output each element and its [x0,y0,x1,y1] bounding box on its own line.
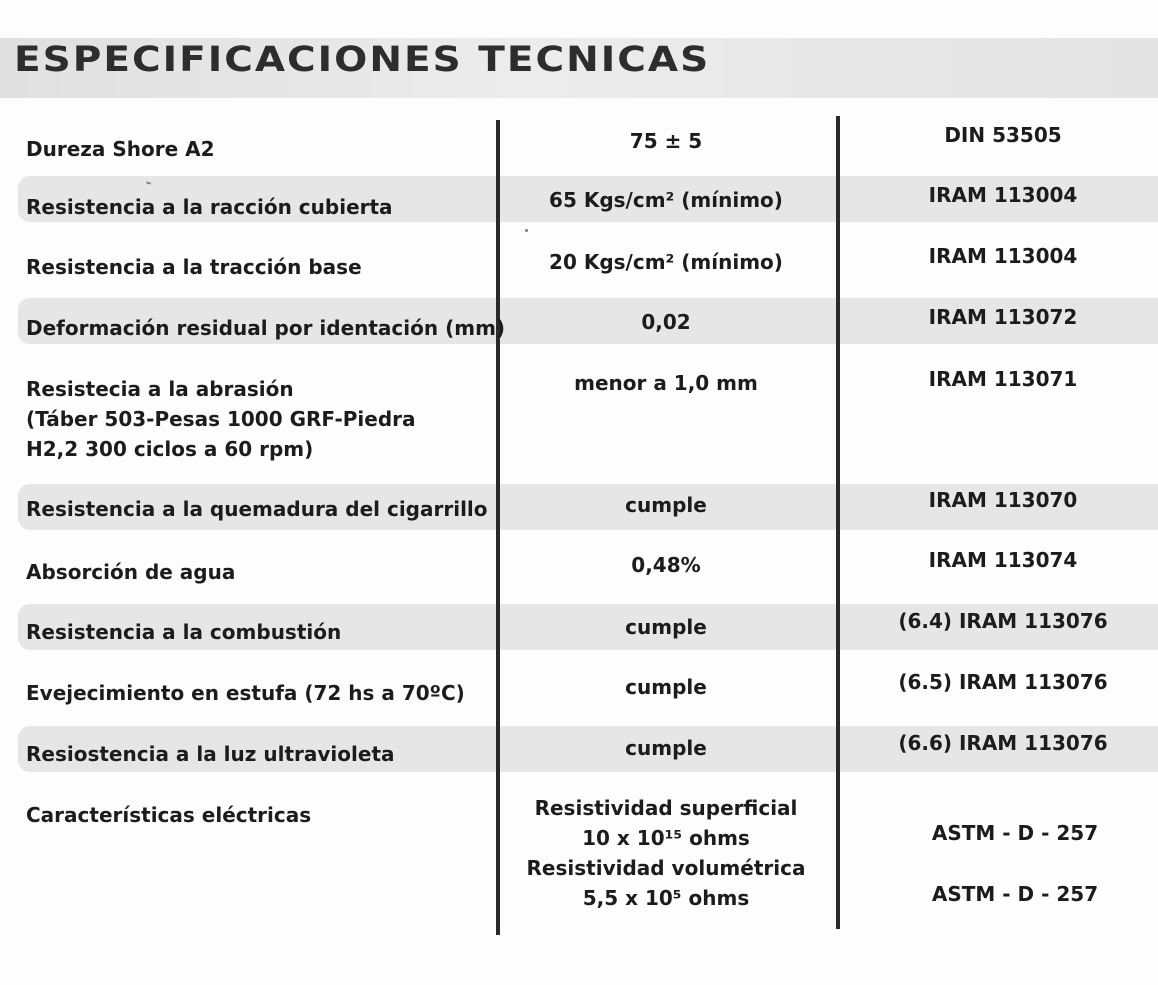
spec-norm: (6.6) IRAM 113076 [898,731,1108,755]
spec-label: Características eléctricas [26,803,312,827]
page-title: ESPECIFICACIONES TECNICAS [14,40,711,80]
spec-norm: IRAM 113071 [928,367,1078,391]
spec-value: menor a 1,0 mm [574,371,758,395]
spec-norm: ASTM - D - 257 [931,821,1099,845]
spec-value: 75 ± 5 [629,129,703,153]
spec-norm: (6.5) IRAM 113076 [898,670,1108,694]
spec-label: Evejecimiento en estufa (72 hs a 70ºC) [26,681,465,705]
spec-norm: DIN 53505 [944,123,1062,147]
spec-norm: IRAM 113070 [928,488,1078,512]
spec-norm: IRAM 113072 [928,305,1078,329]
spec-norm: IRAM 113004 [928,183,1078,207]
spec-value: cumple [625,615,707,639]
spec-norm: IRAM 113074 [928,548,1078,572]
spec-norm: IRAM 113004 [928,244,1078,268]
spec-value: 65 Kgs/cm² (mínimo) [549,188,783,212]
column-divider [836,116,840,929]
spec-value: 0,48% [631,553,701,577]
spec-value: 0,02 [641,310,691,334]
spec-label: Absorción de agua [26,560,236,584]
spec-norm: ASTM - D - 257 [931,882,1099,906]
spec-label: Resistecia a la abrasión (Táber 503-Pesas 1000 GRF-Piedra H2,2 300 ciclos a 60 rpm) [26,377,416,461]
spec-value: cumple [625,736,707,760]
spec-norm: (6.4) IRAM 113076 [898,609,1108,633]
spec-value: cumple [625,675,707,699]
scan-speck [525,229,528,232]
spec-label: Resistencia a la combustión [26,620,342,644]
spec-label: Deformación residual por identación (mm) [26,316,506,340]
spec-value: cumple [625,493,707,517]
spec-label: Resistencia a la quemadura del cigarrillo [26,497,488,521]
spec-label: Resistencia a la tracción base [26,255,362,279]
spec-value: 20 Kgs/cm² (mínimo) [549,250,783,274]
spec-label: Resistencia a la racción cubierta [26,195,393,219]
spec-label: Resiostencia a la luz ultravioleta [26,742,395,766]
spec-label: Dureza Shore A2 [26,137,215,161]
spec-value: Resistividad superficial 10 x 10¹⁵ ohms Resistividad volumétrica 5,5 x 10⁵ ohms [526,796,806,910]
